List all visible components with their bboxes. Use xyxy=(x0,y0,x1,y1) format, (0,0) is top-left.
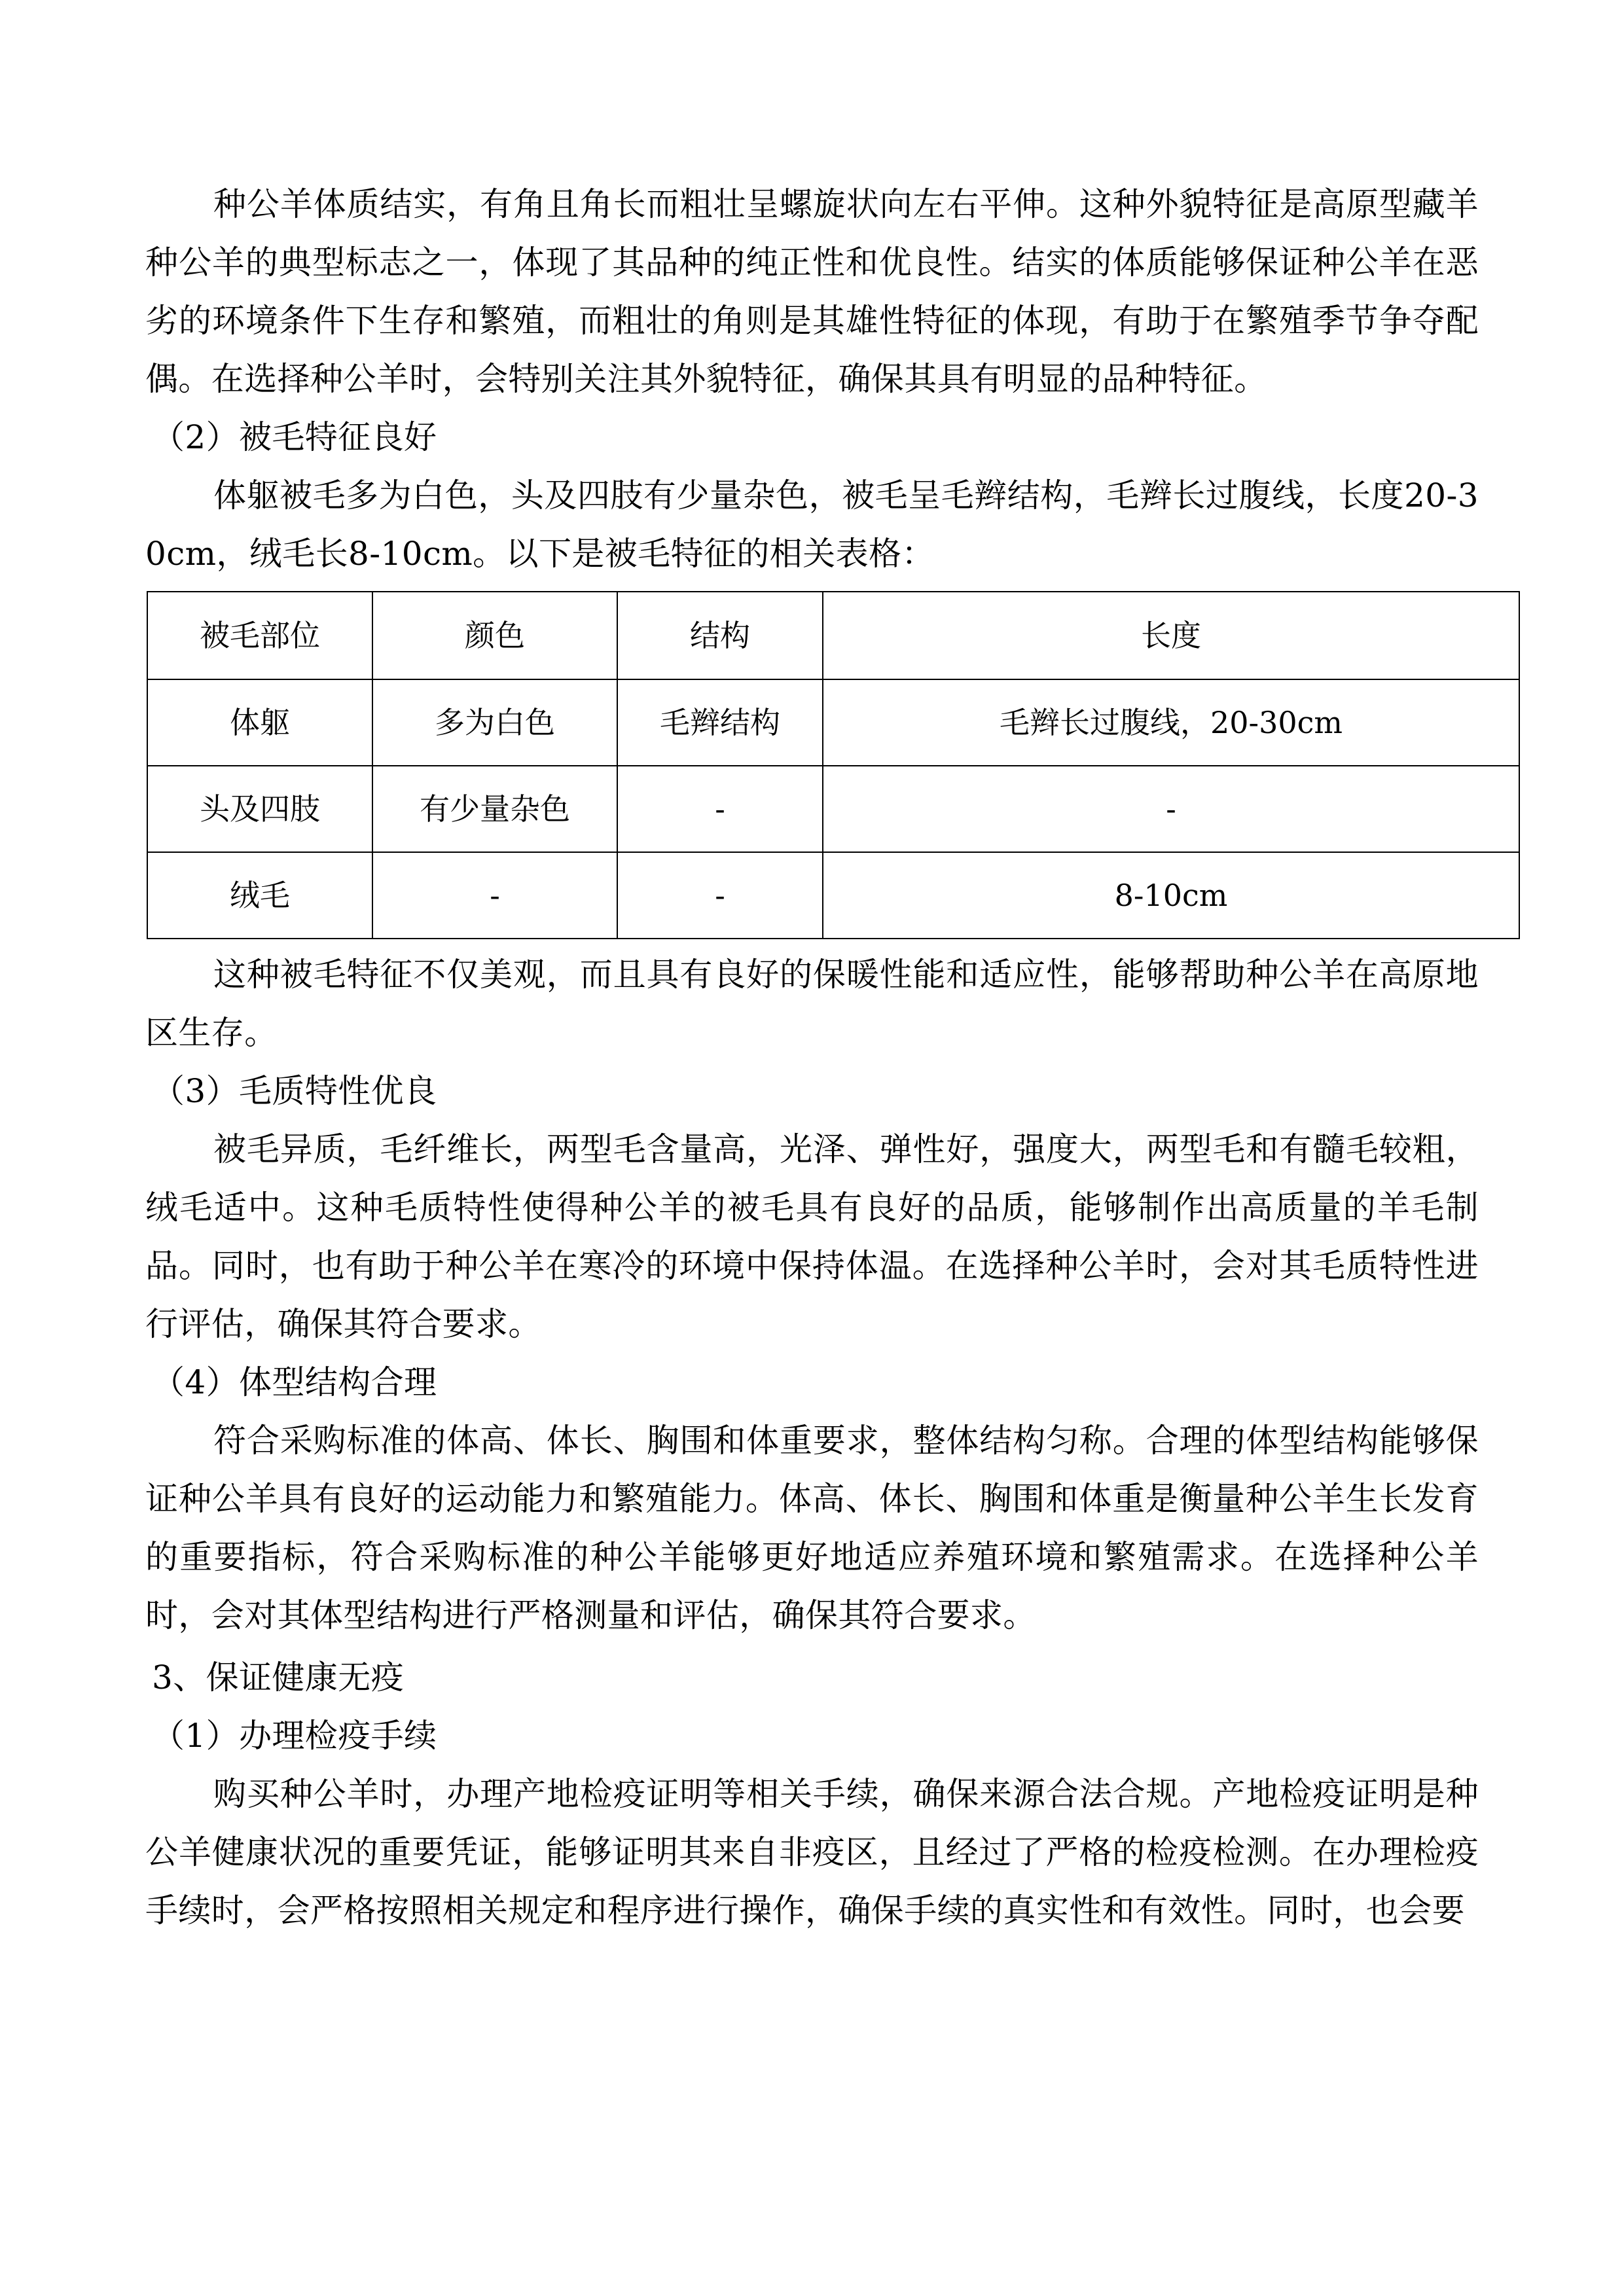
table-cell-length: - xyxy=(823,766,1519,852)
table-cell-length: 毛辫长过腹线，20-30cm xyxy=(823,679,1519,766)
table-cell-part: 头及四肢 xyxy=(147,766,372,852)
table-header-cell-part: 被毛部位 xyxy=(147,592,372,679)
table-cell-structure: - xyxy=(617,766,823,852)
table-cell-part: 体躯 xyxy=(147,679,372,766)
heading-quarantine-procedures: （1）办理检疫手续 xyxy=(152,1717,437,1755)
table-header-cell-structure: 结构 xyxy=(617,592,823,679)
heading-body-structure: （4）体型结构合理 xyxy=(152,1363,437,1401)
table-row xyxy=(147,852,1519,939)
table-cell-length: 8-10cm xyxy=(823,852,1519,939)
paragraph-fleece-benefit: 这种被毛特征不仅美观，而且具有良好的保暖性能和适应性，能够帮助种公羊在高原地区生存。 xyxy=(145,956,1479,1052)
table-cell-part: 绒毛 xyxy=(147,852,372,939)
heading-fleece-traits: （2）被毛特征良好 xyxy=(152,418,437,456)
fleece-characteristics-table xyxy=(147,591,1520,939)
heading-health-guarantee: 3、保证健康无疫 xyxy=(152,1659,405,1696)
paragraph-fleece-description: 体躯被毛多为白色，头及四肢有少量杂色，被毛呈毛辫结构，毛辫长过腹线，长度20-30cm，绒毛长8-10cm。以下是被毛特征的相关表格： xyxy=(145,476,1479,573)
table-header-cell-color: 颜色 xyxy=(372,592,617,679)
table-header-cell-length: 长度 xyxy=(823,592,1519,679)
table-cell-color: 有少量杂色 xyxy=(372,766,617,852)
table-cell-color: 多为白色 xyxy=(372,679,617,766)
table-cell-color: - xyxy=(372,852,617,939)
table-row xyxy=(147,766,1519,852)
table-cell-structure: 毛辫结构 xyxy=(617,679,823,766)
heading-wool-quality: （3）毛质特性优良 xyxy=(152,1072,437,1110)
fleece-table-wrapper xyxy=(145,591,1479,939)
table-row xyxy=(147,679,1519,766)
paragraph-body-structure-description: 符合采购标准的体高、体长、胸围和体重要求，整体结构匀称。合理的体型结构能够保证种公羊具有良好的运动能力和繁殖能力。体高、体长、胸围和体重是衡量种公羊生长发育的重要指标，符合采购标准的种公羊能够更好地适应养殖环境和繁殖需求。在选择种公羊时，会对其体型结构进行严格测量和评估，确保其符合要求。 xyxy=(145,1422,1479,1634)
document-body xyxy=(145,175,1479,1940)
table-cell-structure: - xyxy=(617,852,823,939)
paragraph-appearance-traits: 种公羊体质结实，有角且角长而粗壮呈螺旋状向左右平伸。这种外貌特征是高原型藏羊种公羊的典型标志之一，体现了其品种的纯正性和优良性。结实的体质能够保证种公羊在恶劣的环境条件下生存和繁殖，而粗壮的角则是其雄性特征的体现，有助于在繁殖季节争夺配偶。在选择种公羊时，会特别关注其外貌特征，确保其具有明显的品种特征。 xyxy=(145,185,1479,398)
paragraph-wool-quality-description: 被毛异质，毛纤维长，两型毛含量高，光泽、弹性好，强度大，两型毛和有髓毛较粗，绒毛适中。这种毛质特性使得种公羊的被毛具有良好的品质，能够制作出高质量的羊毛制品。同时，也有助于种公羊在寒冷的环境中保持体温。在选择种公羊时，会对其毛质特性进行评估，确保其符合要求。 xyxy=(145,1130,1479,1343)
paragraph-quarantine-description: 购买种公羊时，办理产地检疫证明等相关手续，确保来源合法合规。产地检疫证明是种公羊健康状况的重要凭证，能够证明其来自非疫区，且经过了严格的检疫检测。在办理检疫手续时，会严格按照相关规定和程序进行操作，确保手续的真实性和有效性。同时，也会要 xyxy=(145,1775,1479,1929)
table-header-row xyxy=(147,592,1519,679)
